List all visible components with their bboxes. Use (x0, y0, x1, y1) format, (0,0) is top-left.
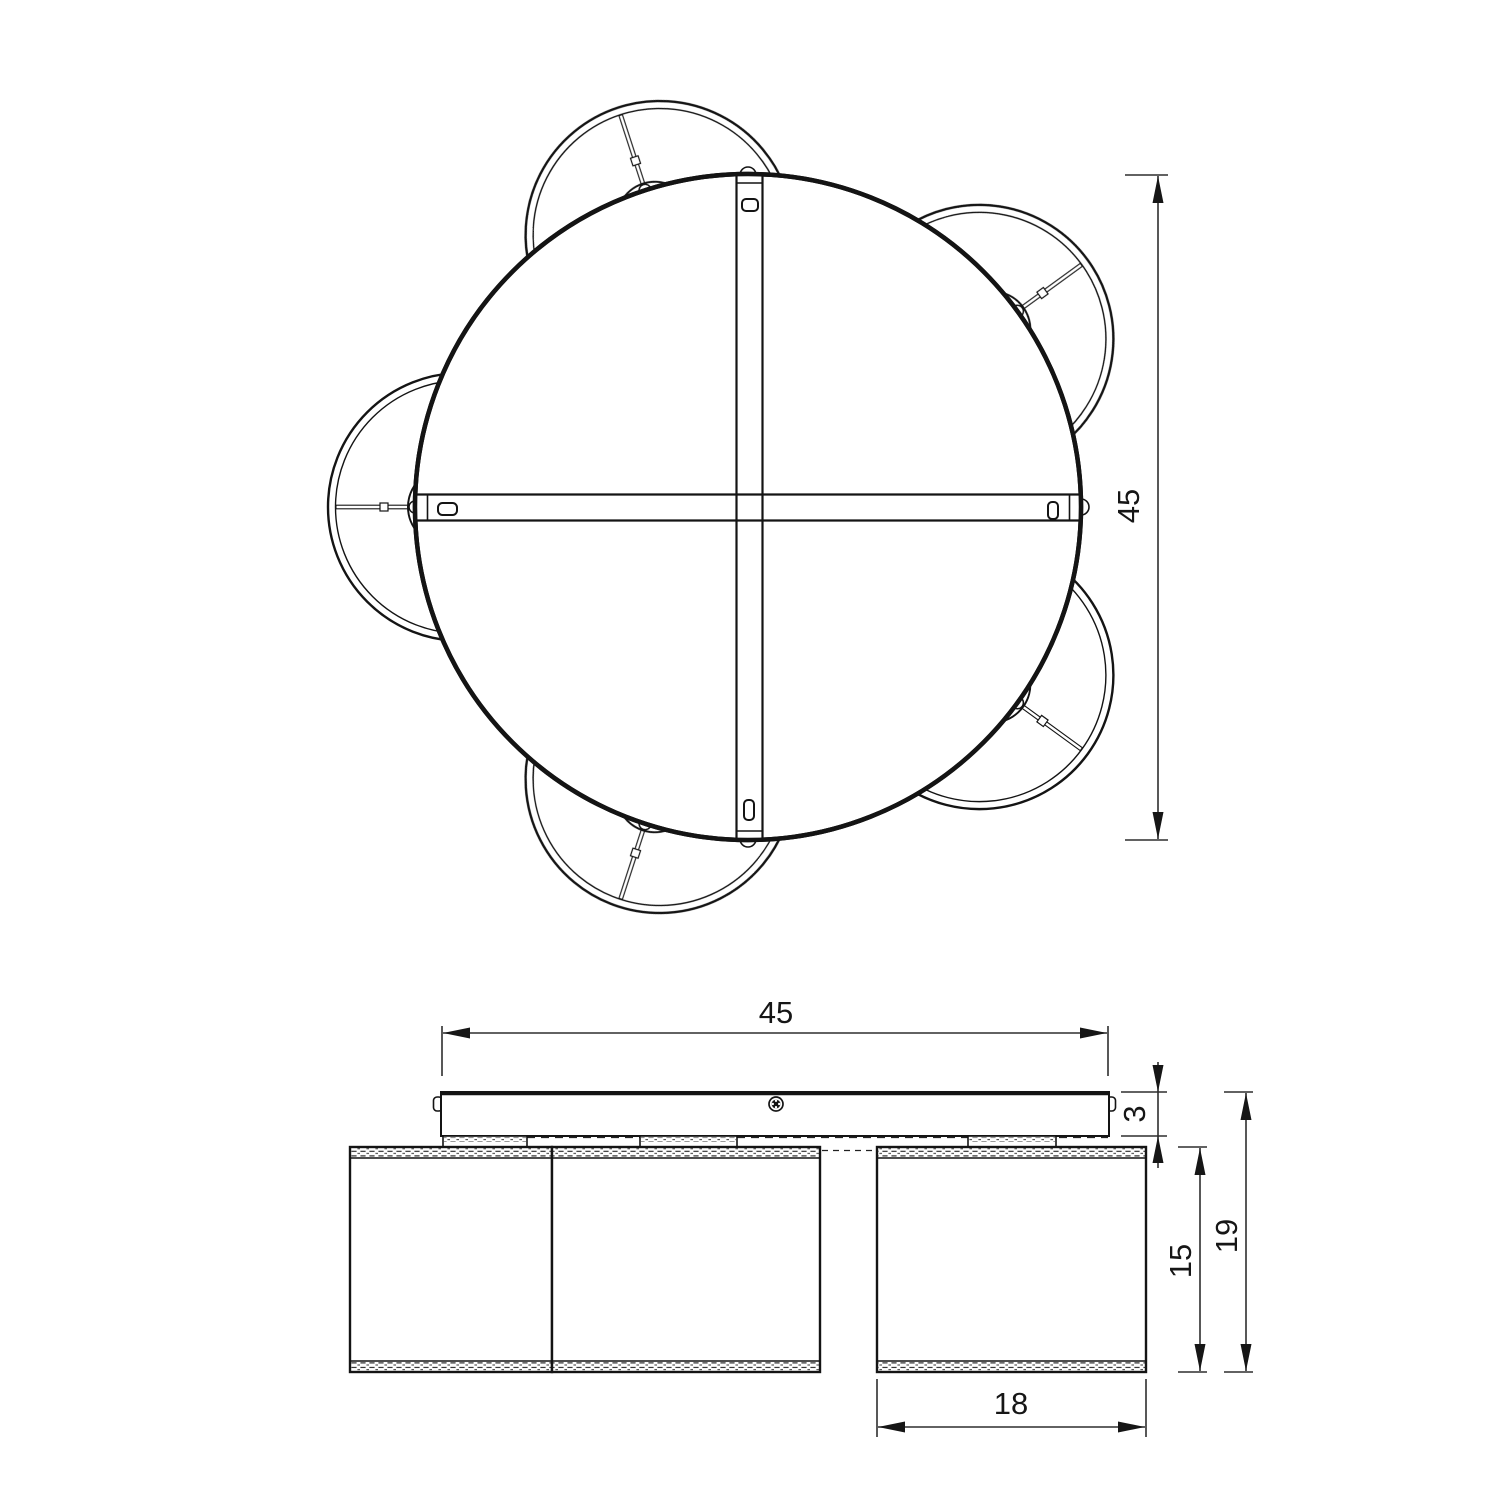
dimension-label-shade-diameter: 18 (993, 1386, 1029, 1421)
slot-bottom (744, 800, 754, 820)
slot-right (1048, 502, 1058, 519)
dimension-label-plate-thickness: 3 (1117, 1105, 1152, 1123)
drum-left (350, 1147, 552, 1372)
side-view (350, 995, 1253, 1437)
drum-middle (552, 1147, 820, 1372)
arrowhead-right (1080, 1028, 1107, 1039)
top-view (328, 66, 1168, 948)
arrowhead-left (443, 1028, 470, 1039)
dimension-label-diameter: 45 (1111, 488, 1146, 524)
side-view-width-dimension (442, 1026, 1108, 1076)
arrowhead-left (878, 1422, 905, 1433)
dimension-label-width: 45 (758, 995, 794, 1030)
center-screw (769, 1097, 783, 1111)
arrowhead-right (1118, 1422, 1145, 1433)
shade-drums (350, 1147, 1146, 1372)
arrowhead-up (1153, 176, 1164, 203)
slot-left (438, 503, 457, 515)
arrowhead-up (1241, 1093, 1252, 1120)
dimension-label-shade-height: 15 (1163, 1243, 1198, 1279)
bracket-bar-horizontal (416, 495, 1080, 521)
arrowhead-up (1153, 1136, 1164, 1163)
arrowhead-down (1153, 1065, 1164, 1092)
arrowhead-down (1195, 1344, 1206, 1371)
drum-right (877, 1147, 1146, 1372)
arrowhead-down (1241, 1344, 1252, 1371)
arrowhead-up (1195, 1148, 1206, 1175)
arrowhead-down (1153, 812, 1164, 839)
slot-top (742, 199, 758, 211)
dimension-label-total-height: 19 (1209, 1218, 1244, 1254)
